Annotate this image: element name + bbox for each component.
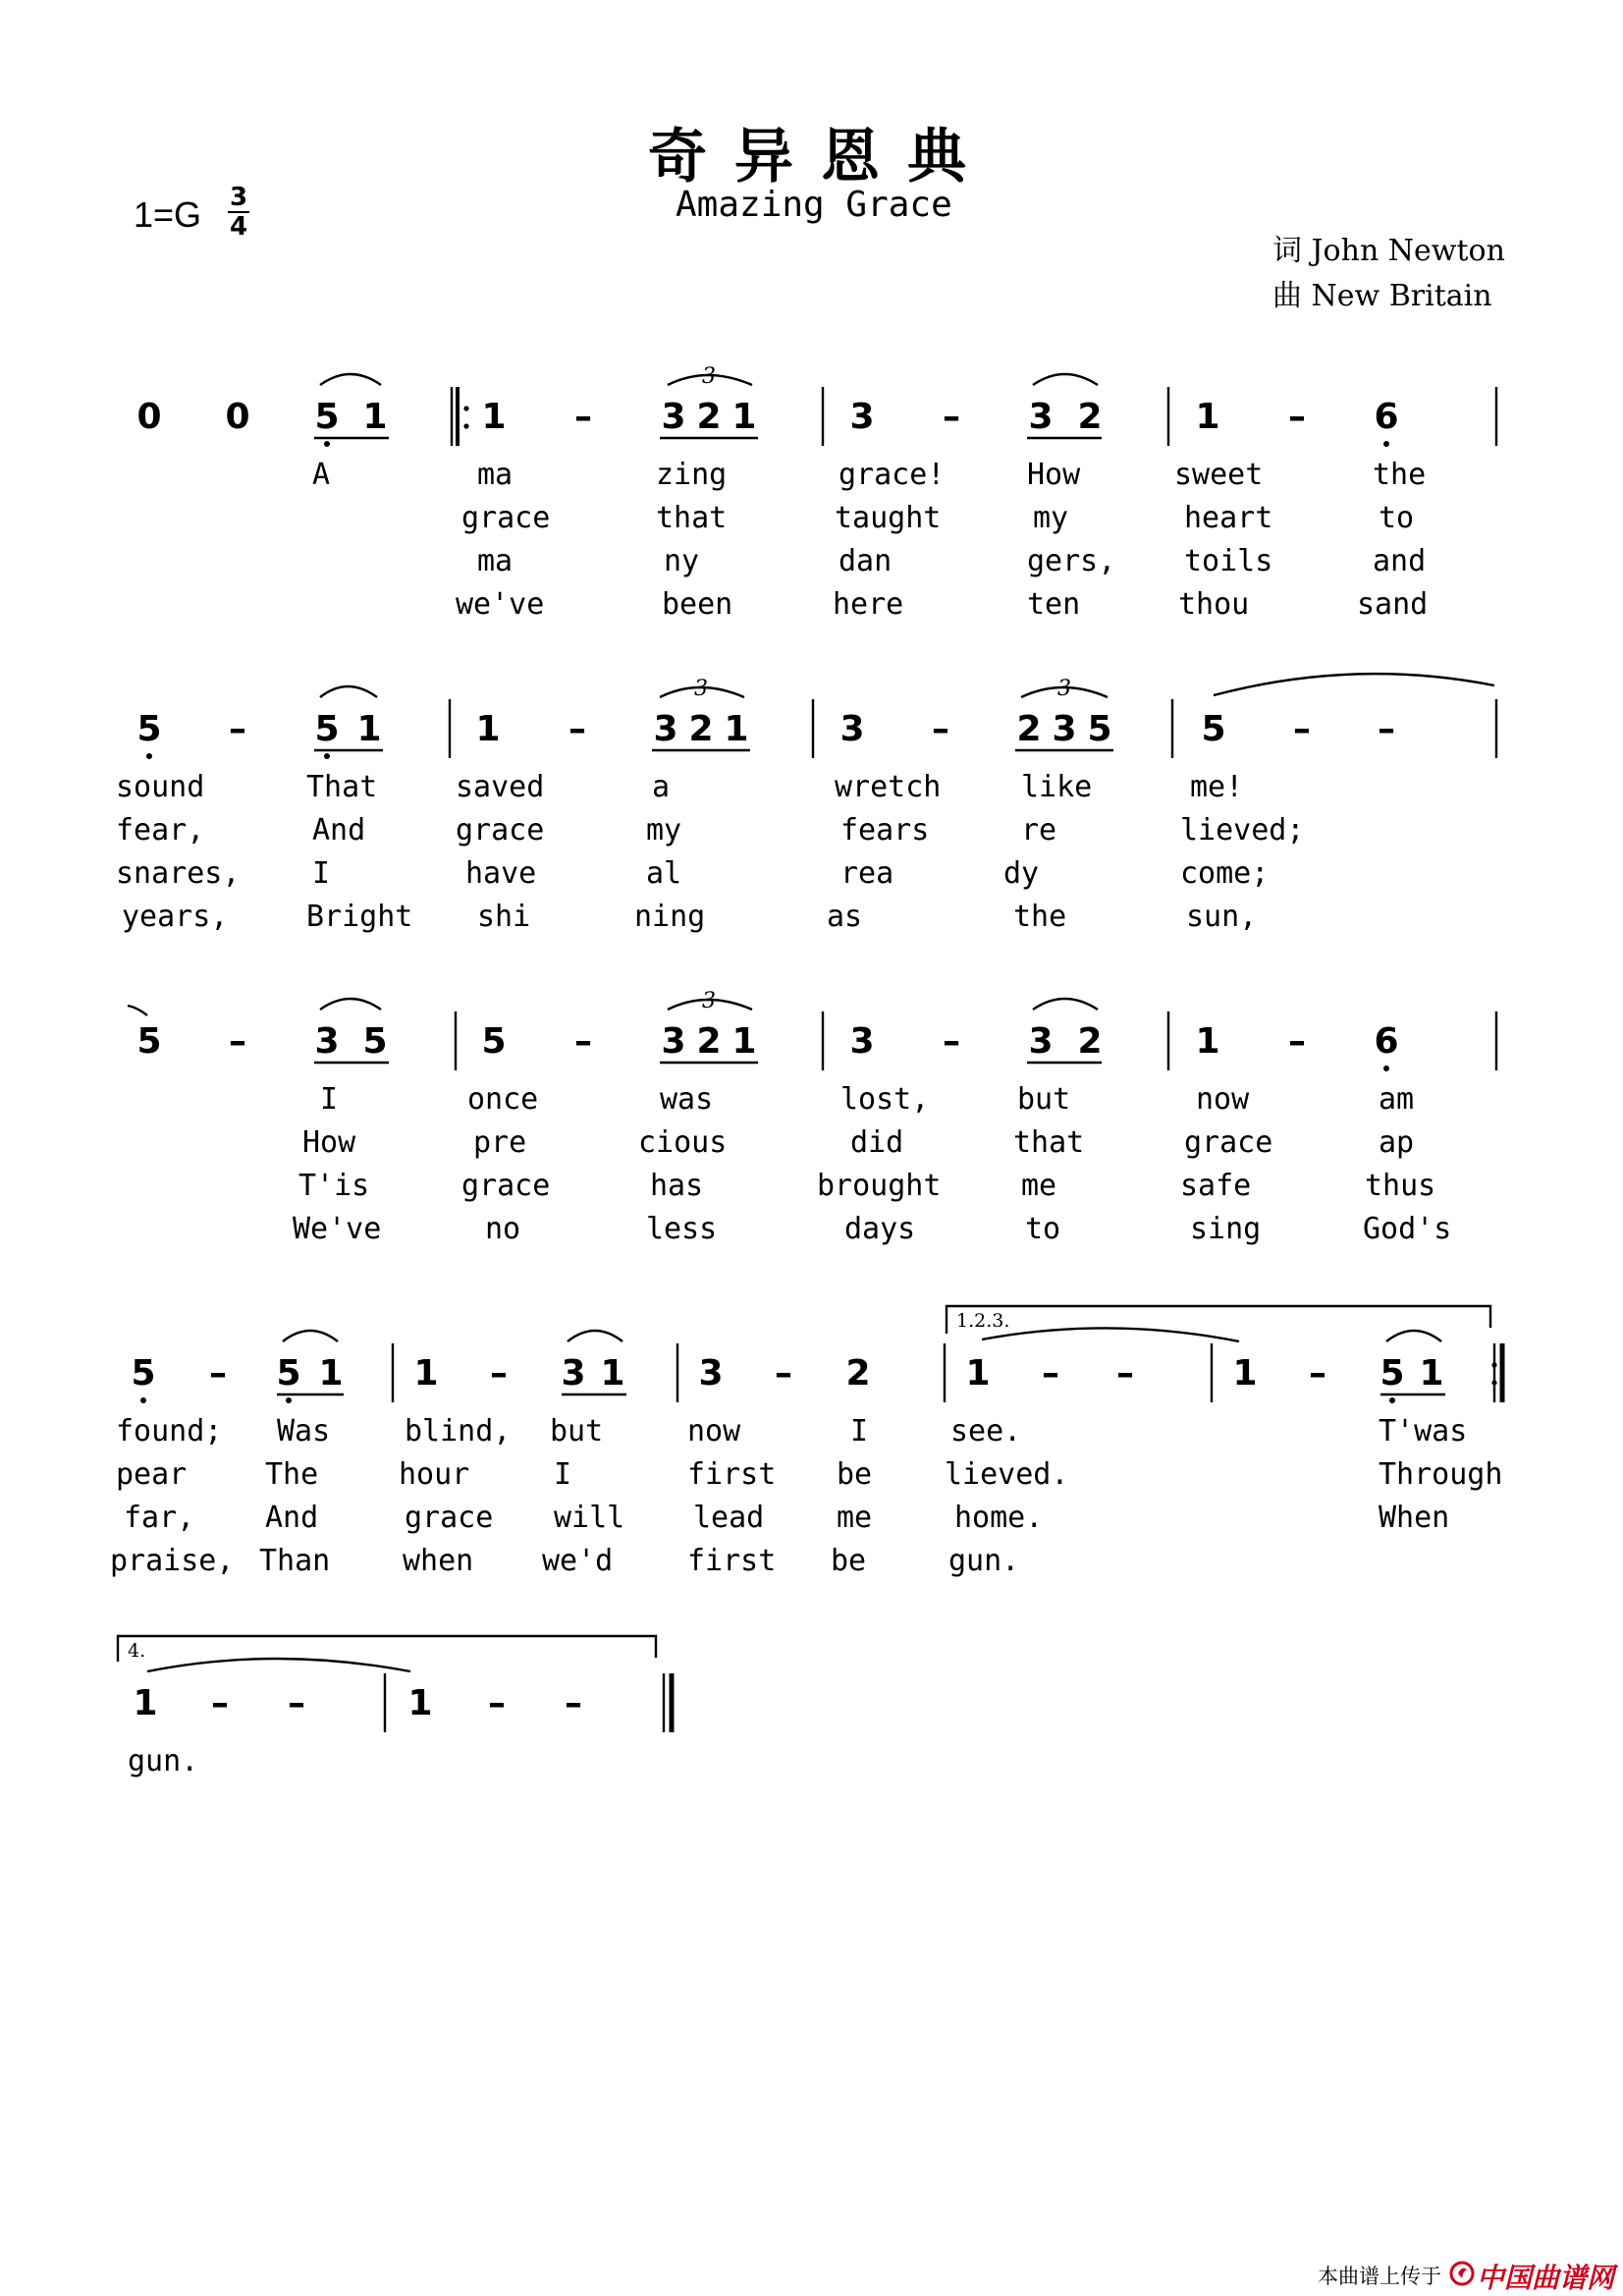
lyric: thus	[1365, 1169, 1436, 1203]
note: 1	[1232, 1353, 1258, 1394]
note: 5	[1201, 709, 1226, 749]
lyric: I	[320, 1082, 339, 1117]
lyric: that	[656, 501, 728, 535]
note: –	[229, 709, 246, 749]
note: 1	[600, 1353, 625, 1394]
lyric: When	[1379, 1501, 1450, 1535]
lyric: we've	[456, 587, 545, 622]
lyric: snares,	[116, 856, 241, 891]
note: 3	[661, 397, 686, 437]
lyric: the	[1373, 458, 1427, 492]
note: 2	[688, 709, 714, 749]
lyric: years,	[122, 900, 229, 934]
note: 1	[133, 1683, 158, 1723]
tuplet-mark: 3	[702, 364, 716, 389]
lyric: grace!	[839, 458, 946, 492]
lyric: that	[1013, 1125, 1085, 1160]
lyric: sound	[116, 770, 205, 804]
tuplet-mark: 3	[1057, 677, 1071, 701]
lyric: God's	[1363, 1212, 1452, 1246]
note: –	[1293, 709, 1311, 749]
lyric: my	[1033, 501, 1069, 535]
lyric: cious	[638, 1125, 728, 1160]
lyric: now	[687, 1414, 741, 1449]
note: –	[932, 709, 949, 749]
lyricist-credit: 词 John Newton	[1272, 234, 1505, 268]
note: 1	[724, 709, 749, 749]
lyric: home.	[954, 1501, 1044, 1535]
lyric: Was	[277, 1414, 331, 1449]
key-signature: 1=G	[134, 194, 202, 235]
lyric: sweet	[1174, 458, 1264, 492]
score-title: 奇异恩典	[648, 123, 994, 191]
lyric: hour	[399, 1457, 470, 1492]
lyric: like	[1021, 770, 1093, 804]
lyric: and	[1373, 544, 1427, 578]
lyric: fear,	[116, 813, 205, 847]
note: 3	[849, 397, 875, 437]
lyric: ap	[1379, 1125, 1415, 1160]
note: –	[1288, 397, 1306, 437]
composer-credit: 曲 New Britain	[1272, 279, 1492, 313]
note: 2	[1016, 709, 1042, 749]
lyric: to	[1025, 1212, 1061, 1246]
note: 1	[731, 397, 757, 437]
lyric: was	[660, 1082, 714, 1117]
note: 0	[136, 397, 162, 437]
note: 6	[1374, 1021, 1399, 1062]
note: –	[490, 1353, 508, 1394]
lyric: How	[302, 1125, 356, 1160]
lyric: fears	[840, 813, 930, 847]
note: 5	[1087, 709, 1112, 749]
note: –	[488, 1683, 506, 1723]
note: –	[1309, 1353, 1326, 1394]
lyric: sing	[1190, 1212, 1262, 1246]
note: 2	[845, 1353, 871, 1394]
note: 3	[653, 709, 678, 749]
lyric: come;	[1180, 856, 1270, 891]
lyric: my	[646, 813, 682, 847]
note: 3	[849, 1021, 875, 1062]
note: 3	[661, 1021, 686, 1062]
note: 1	[1195, 397, 1220, 437]
note: 5	[481, 1021, 507, 1062]
lyric: first	[687, 1457, 777, 1492]
lyric: far,	[124, 1501, 195, 1535]
note: 5	[314, 709, 340, 749]
lyric: sand	[1357, 587, 1429, 622]
lyric: saved	[456, 770, 545, 804]
lyric: safe	[1180, 1169, 1252, 1203]
note: 2	[696, 397, 722, 437]
note: –	[288, 1683, 305, 1723]
note: –	[211, 1683, 229, 1723]
lyric: al	[646, 856, 682, 891]
note: 2	[1077, 397, 1103, 437]
lyric: grace	[405, 1501, 494, 1535]
note: 5	[131, 1353, 156, 1394]
note: 2	[1077, 1021, 1103, 1062]
lyric: a	[652, 770, 671, 804]
lyric: has	[650, 1169, 704, 1203]
lyric: rea	[840, 856, 894, 891]
lyric: thou	[1178, 587, 1250, 622]
lyric: lieved;	[1180, 813, 1305, 847]
note: –	[943, 397, 960, 437]
note: 3	[839, 709, 865, 749]
volta-label: 1.2.3.	[956, 1310, 1010, 1332]
lyric: That	[306, 770, 378, 804]
note: 1	[407, 1683, 433, 1723]
lyric: We've	[293, 1212, 382, 1246]
note: 5	[276, 1353, 301, 1394]
lyric: pear	[116, 1457, 188, 1492]
note: –	[1288, 1021, 1306, 1062]
lyric: The	[265, 1457, 319, 1492]
note: 3	[314, 1021, 340, 1062]
lyric: ma	[477, 458, 514, 492]
lyric: when	[403, 1544, 474, 1578]
note: 1	[318, 1353, 344, 1394]
lyric: brought	[817, 1169, 942, 1203]
lyric: ma	[477, 544, 514, 578]
lyric: been	[662, 587, 733, 622]
note: 5	[136, 709, 162, 749]
lyric: found;	[116, 1414, 223, 1449]
lyric: T'is	[298, 1169, 370, 1203]
note: 3	[698, 1353, 724, 1394]
lyric: me	[1021, 1169, 1057, 1203]
note: –	[775, 1353, 792, 1394]
note: 1	[362, 397, 388, 437]
note: –	[943, 1021, 960, 1062]
lyric: pre	[473, 1125, 527, 1160]
lyric: dy	[1003, 856, 1040, 891]
lyric: days	[844, 1212, 916, 1246]
lyric: me	[837, 1501, 873, 1535]
volta-label: 4.	[128, 1640, 146, 1662]
note: –	[565, 1683, 582, 1723]
site-name: 中国曲谱网	[1477, 2262, 1615, 2294]
lyric: will	[554, 1501, 625, 1535]
lyric: praise,	[110, 1544, 235, 1578]
lyric: ny	[664, 544, 700, 578]
lyric: did	[850, 1125, 904, 1160]
lyric: I	[312, 856, 331, 891]
lyric: grace	[456, 813, 545, 847]
note: 5	[136, 1021, 162, 1062]
lyric: no	[485, 1212, 521, 1246]
lyric: I	[850, 1414, 869, 1449]
lyric: once	[467, 1082, 539, 1117]
note: –	[229, 1021, 246, 1062]
note: –	[209, 1353, 227, 1394]
lyric: to	[1379, 501, 1415, 535]
lyric: be	[831, 1544, 867, 1578]
lyric: gun.	[948, 1544, 1020, 1578]
tuplet-mark: 3	[694, 677, 708, 701]
lyric: gun.	[128, 1744, 199, 1778]
note: –	[568, 709, 586, 749]
lyric: zing	[656, 458, 728, 492]
lyric: T'was	[1379, 1414, 1468, 1449]
score-subtitle: Amazing Grace	[676, 185, 952, 225]
note: 1	[481, 397, 507, 437]
lyric: I	[554, 1457, 572, 1492]
lyric: grace	[461, 501, 551, 535]
note: 1	[731, 1021, 757, 1062]
lyric: but	[550, 1414, 604, 1449]
lyric: Than	[259, 1544, 331, 1578]
lyric: How	[1027, 458, 1081, 492]
note: –	[1042, 1353, 1059, 1394]
note: 1	[413, 1353, 439, 1394]
lyric: less	[646, 1212, 718, 1246]
lyric: And	[265, 1501, 319, 1535]
note: 1	[356, 709, 382, 749]
lyric: grace	[461, 1169, 551, 1203]
lyric: ning	[634, 900, 706, 934]
note: –	[574, 397, 592, 437]
note: –	[1116, 1353, 1134, 1394]
note: 5	[314, 397, 340, 437]
lyric: heart	[1184, 501, 1273, 535]
lyric: lieved.	[945, 1457, 1069, 1492]
note: 3	[1028, 1021, 1054, 1062]
upload-notice: 本曲谱上传于	[1318, 2265, 1441, 2288]
lyric: have	[465, 856, 537, 891]
lyric: ten	[1027, 587, 1081, 622]
lyric: but	[1017, 1082, 1071, 1117]
lyric: see.	[950, 1414, 1022, 1449]
lyric: Through	[1379, 1457, 1503, 1492]
lyric: be	[837, 1457, 873, 1492]
note: –	[1378, 709, 1395, 749]
note: 6	[1374, 397, 1399, 437]
note: 5	[1380, 1353, 1405, 1394]
note: 1	[1419, 1353, 1444, 1394]
lyric: And	[312, 813, 366, 847]
tuplet-mark: 3	[702, 989, 716, 1013]
lyric: as	[827, 900, 863, 934]
lyric: Bright	[306, 900, 413, 934]
lyric: first	[687, 1544, 777, 1578]
lyric: grace	[1184, 1125, 1273, 1160]
note: 0	[225, 397, 250, 437]
lyric: shi	[477, 900, 531, 934]
note: 3	[561, 1353, 586, 1394]
lyric: sun,	[1186, 900, 1258, 934]
note: 1	[475, 709, 501, 749]
lyric: the	[1013, 900, 1067, 934]
lyric: we'd	[542, 1544, 614, 1578]
note: 1	[965, 1353, 991, 1394]
note: 3	[1028, 397, 1054, 437]
note: 3	[1052, 709, 1077, 749]
time-signature-bottom: 4	[229, 212, 248, 242]
lyric: taught	[835, 501, 942, 535]
lyric: here	[833, 587, 904, 622]
lyric: am	[1379, 1082, 1415, 1117]
note: 2	[696, 1021, 722, 1062]
lyric: me!	[1190, 770, 1244, 804]
note: –	[574, 1021, 592, 1062]
note: 5	[362, 1021, 388, 1062]
lyric: re	[1021, 813, 1057, 847]
lyric: A	[312, 458, 331, 492]
lyric: now	[1196, 1082, 1250, 1117]
time-signature-top: 3	[229, 183, 248, 212]
lyric: blind,	[405, 1414, 512, 1449]
note: 1	[1195, 1021, 1220, 1062]
lyric: lead	[693, 1501, 765, 1535]
lyric: lost,	[840, 1082, 930, 1117]
lyric: dan	[839, 544, 893, 578]
lyric: wretch	[835, 770, 942, 804]
lyric: toils	[1184, 544, 1273, 578]
lyric: gers,	[1027, 544, 1116, 578]
